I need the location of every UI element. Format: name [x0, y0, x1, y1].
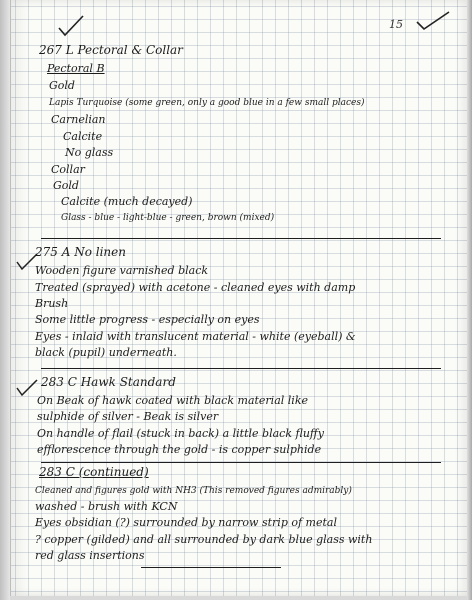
entry-line: Eyes - inlaid with translucent material - white (eyeball) & [35, 330, 356, 343]
entry-line: ? copper (gilded) and all surrounded by dark blue glass with [35, 533, 373, 546]
entry-line: Cleaned and figures gold with NH3 (This removed figures admirably) [35, 486, 352, 496]
notebook-page [10, 0, 470, 596]
entry-line: Gold [49, 79, 75, 92]
entry-line: Wooden figure varnished black [35, 264, 209, 277]
entry-line: Eyes obsidian (?) surrounded by narrow strip of metal [35, 516, 337, 529]
checkmark-icon [15, 378, 39, 398]
section-rule [41, 462, 441, 463]
entry-line: Brush [35, 297, 69, 310]
entry-line: Collar [51, 163, 85, 176]
entry-line: Carnelian [51, 113, 106, 126]
page-right-edge [467, 0, 472, 600]
entry-line: black (pupil) underneath. [35, 346, 177, 359]
entry-line: On Beak of hawk coated with black material like [37, 394, 308, 407]
entry-line: washed - brush with KCN [35, 500, 178, 513]
entry-line: red glass insertions [35, 549, 145, 562]
checkmark-icon [415, 10, 451, 32]
entry-heading: 283 C Hawk Standard [41, 375, 176, 389]
entry-heading: 275 A No linen [35, 245, 126, 259]
section-rule [141, 567, 281, 568]
entry-line: Calcite [63, 130, 103, 143]
entry-line: No glass [65, 146, 114, 159]
checkmark-icon [57, 14, 85, 38]
entry-line: Lapis Turquoise (some green, only a good blue in a few small places) [49, 98, 365, 108]
entry-line: Calcite (much decayed) [61, 195, 193, 208]
entry-line: Pectoral B [47, 62, 105, 75]
page-left-edge [0, 0, 10, 600]
entry-line: Treated (sprayed) with acetone - cleaned eyes with damp [35, 281, 356, 294]
entry-heading: 267 L Pectoral & Collar [39, 43, 183, 57]
section-rule [41, 238, 441, 239]
entry-line: efflorescence through the gold - is copper sulphide [37, 443, 322, 456]
entry-line: sulphide of silver - Beak is silver [37, 410, 219, 423]
entry-line: Gold [53, 179, 79, 192]
entry-line: Glass - blue - light-blue - green, brown (mixed) [61, 213, 275, 223]
page-number: 15 [389, 18, 403, 31]
entry-line: On handle of flail (stuck in back) a little black fluffy [37, 427, 324, 440]
entry-heading: 283 C (continued) [39, 465, 149, 479]
section-rule [41, 368, 441, 369]
entry-line: Some little progress - especially on eyes [35, 313, 260, 326]
